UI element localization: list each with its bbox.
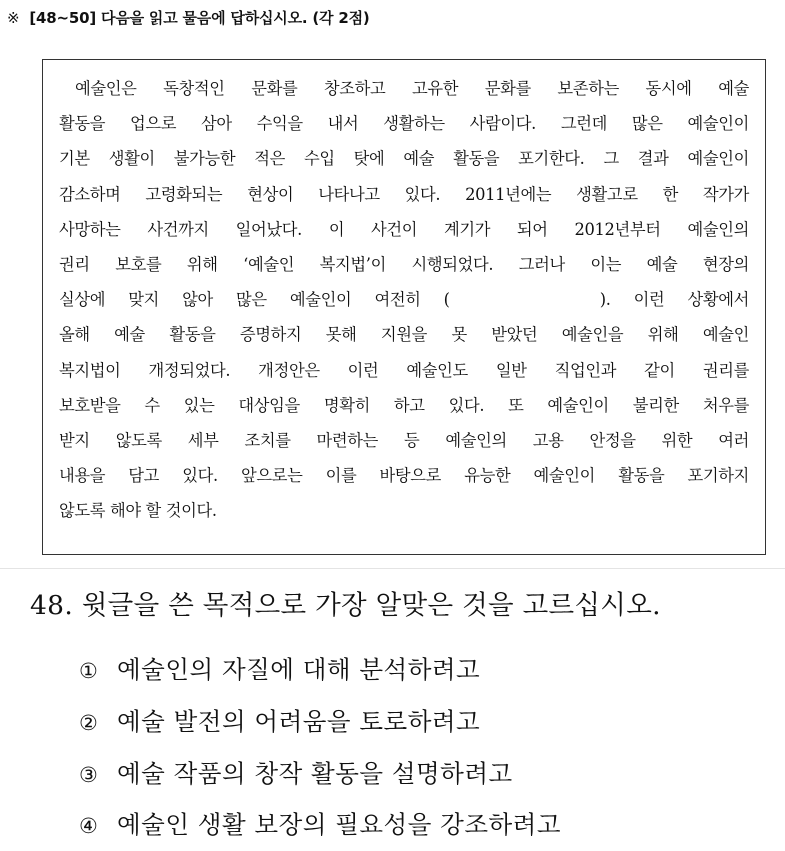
passage-line: 예술인은 독창적인 문화를 창조하고 고유한 문화를 보존하는 동시에 예술: [75, 79, 749, 98]
passage-line: 않도록 해야 할 것이다.: [59, 501, 217, 521]
option-text: 예술 작품의 창작 활동을 설명하려고: [117, 759, 513, 788]
passage-text-after-blank: ). 이런 상황에서: [599, 290, 749, 310]
question-title: 48. 윗글을 쓴 목적으로 가장 알맞은 것을 고르십시오.: [30, 590, 661, 621]
passage-line: 감소하며 고령화되는 현상이 나타나고 있다. 2011년에는 생활고로 한 작가가: [59, 184, 749, 204]
instruction-text: [48~50] 다음을 읽고 물음에 답하십시오. (각 2점): [29, 9, 370, 27]
answer-option-3[interactable]: [79, 755, 513, 790]
section-instruction: [7, 7, 370, 28]
passage-line: 사망하는 사건까지 일어났다. 이 사건이 계기가 되어 2012년부터 예술인의: [59, 219, 749, 239]
option-text: 예술 발전의 어려움을 토로하려고: [117, 707, 481, 736]
passage-text-before-blank: 실상에 맞지 않아 많은 예술인이 여전히 (: [59, 290, 450, 310]
passage-line: 복지법이 개정되었다. 개정안은 이런 예술인도 일반 직업인과 같이 권리를: [59, 360, 749, 380]
reference-mark: ※: [7, 9, 20, 27]
answer-option-2[interactable]: [79, 703, 480, 738]
passage-line: 받지 않도록 세부 조치를 마련하는 등 예술인의 고용 안정을 위한 여러: [59, 430, 749, 450]
option-number: ①: [79, 659, 99, 683]
question-section: [0, 569, 785, 851]
option-number: ②: [79, 711, 99, 735]
answer-option-1[interactable]: [79, 651, 480, 686]
option-text: 예술인 생활 보장의 필요성을 강조하려고: [117, 810, 561, 839]
option-number: ③: [79, 763, 99, 787]
passage-line-with-blank: [59, 282, 749, 317]
passage-line: 보호받을 수 있는 대상임을 명확히 하고 있다. 또 예술인이 불리한 처우를: [59, 395, 749, 415]
answer-option-4[interactable]: [79, 806, 561, 841]
passage-line: 내용을 담고 있다. 앞으로는 이를 바탕으로 유능한 예술인이 활동을 포기하지: [59, 466, 749, 486]
passage-line: 권리 보호를 위해 ‘예술인 복지법’이 시행되었다. 그러나 이는 예술 현장의: [59, 254, 749, 274]
passage-line: 활동을 업으로 삼아 수익을 내서 생활하는 사람이다. 그런데 많은 예술인이: [59, 114, 749, 134]
option-text: 예술인의 자질에 대해 분석하려고: [117, 655, 481, 684]
passage-line: 올해 예술 활동을 증명하지 못해 지원을 못 받았던 예술인을 위해 예술인: [59, 325, 749, 345]
passage-line: 기본 생활이 불가능한 적은 수입 탓에 예술 활동을 포기한다. 그 결과 예술인이: [59, 149, 749, 169]
reading-passage-box: [42, 59, 766, 555]
option-number: ④: [79, 814, 99, 838]
